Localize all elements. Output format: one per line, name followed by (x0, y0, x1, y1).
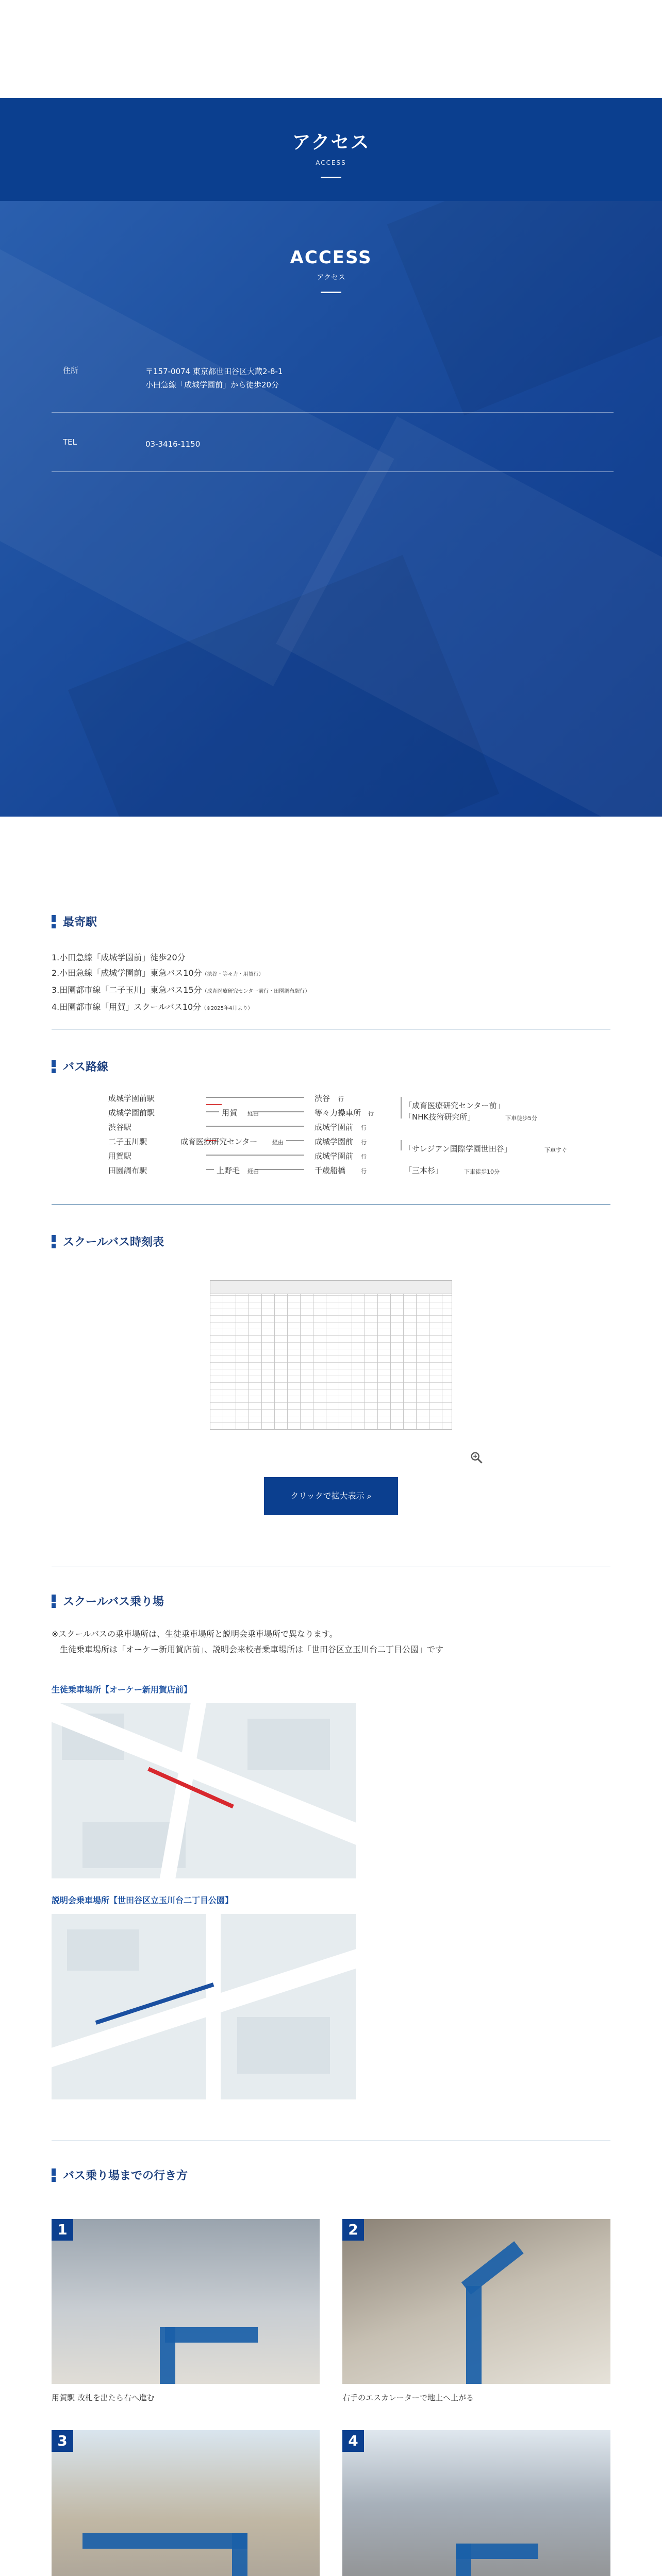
page-subtitle: ACCESS (316, 159, 346, 166)
search-icon: ⌕ (367, 1491, 372, 1501)
busstop-note: ※スクールバスの乗車場所は、生徒乗車場所と説明会乗車場所で異なります。 生徒乗車場所は「オーケー新用賀店前」、説明会来校者乗車場所は「世田谷区立玉川台二丁目公園」です (52, 1629, 444, 1654)
busstop-title: スクールバス乗り場 (52, 1593, 610, 1609)
route-list (52, 950, 610, 1016)
access-subtitle: アクセス (317, 274, 345, 282)
zoom-icon[interactable] (469, 1450, 484, 1465)
timetable-image[interactable] (210, 1280, 452, 1430)
bus-route-table: 成城学園前駅 成城学園前駅 渋谷駅 二子玉川駅 用賀駅 田園調布駅 用賀 経由 成育医療研究センター 経由 上野毛 経由 渋谷 行 等々力操車所 行 成城学園前 行 成城学園前 行 成城学園前 行 千歳船橋 行 「成育医療研究センター前」 「NHK技術研究所」 下車徒歩5分 「サレジアン国際学園世田谷」 下車すぐ 「三本杉」 下車徒歩10分 (52, 1093, 610, 1185)
direction-step: 2 右手のエスカレーターで地上へ上がる (342, 2219, 610, 2430)
direction-step (52, 2430, 320, 2576)
route-connectors (206, 1093, 423, 1180)
section-marker-icon (52, 2168, 56, 2182)
step-photo[interactable]: 1 (52, 2219, 320, 2384)
divider (52, 1204, 610, 1205)
access-underline (321, 292, 341, 293)
bus-route-title: バス路線 (52, 1058, 610, 1074)
info-session-stop-map[interactable] (52, 1914, 356, 2099)
section-marker-icon (52, 1595, 56, 1608)
section-marker-icon (52, 1060, 56, 1073)
step-photo[interactable]: 3 (52, 2430, 320, 2576)
route-item: 2.小田急線「成城学園前」東急バス10分（渋谷・等々力・用賀行） (52, 968, 264, 978)
route-item: 1.小田急線「成城学園前」徒歩20分 (52, 953, 186, 962)
direction-step (342, 2430, 610, 2576)
top-whitespace (0, 0, 662, 98)
address-row (52, 340, 614, 413)
step-photo[interactable]: 4 (342, 2430, 610, 2576)
nearest-title: 最寄駅 (52, 913, 610, 929)
access-info-table (52, 340, 614, 472)
access-section (0, 201, 662, 817)
expand-timetable-button[interactable]: クリックで拡大表示 ⌕ (264, 1477, 398, 1515)
section-marker-icon (52, 915, 56, 928)
tel-row (52, 413, 614, 472)
schoolbus-title: スクールバス時刻表 (52, 1233, 610, 1249)
student-stop-map[interactable] (52, 1703, 356, 1878)
map1-title: 生徒乗車場所【オーケー新用賀店前】 (52, 1685, 192, 1694)
page-title: アクセス (292, 132, 370, 153)
access-title: ACCESS (290, 247, 372, 268)
tel-value[interactable]: 03-3416-1150 (145, 439, 201, 449)
address-label: 住所 (63, 366, 79, 375)
address-line2: 小田急線「成城学園前」から徒歩20分 (145, 380, 279, 389)
tel-label: TEL (63, 437, 77, 447)
route-item: 4.田園都市線「用賀」スクールバス10分（※2025年4月より） (52, 1002, 253, 1012)
route-item: 3.田園都市線「二子玉川」東急バス15分（成育医療研究センター前行・田園調布駅行） (52, 985, 310, 995)
main-content (0, 817, 662, 2576)
map2-title: 説明会乗車場所【世田谷区立玉川台二丁目公園】 (52, 1895, 234, 1905)
address-line1: 〒157-0074 東京都世田谷区大蔵2-8-1 (145, 367, 283, 376)
section-marker-icon (52, 1235, 56, 1248)
direction-steps (52, 2219, 610, 2576)
directions-title: バス乗り場までの行き方 (52, 2167, 610, 2183)
title-underline (321, 177, 341, 178)
direction-step: 1 用賀駅 改札を出たら右へ進む (52, 2219, 320, 2430)
step-photo[interactable]: 2 (342, 2219, 610, 2384)
page-hero (0, 98, 662, 201)
